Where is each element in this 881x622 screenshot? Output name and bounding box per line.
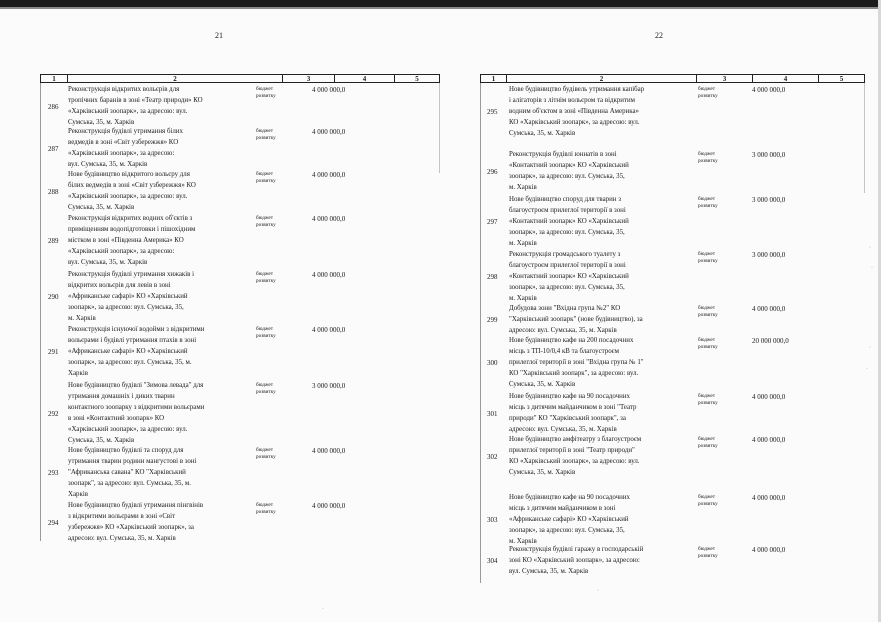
description-line: зоопарк», за адресою: вул. Сумська, 35, [509, 283, 625, 291]
row-description [509, 195, 629, 250]
funding-source-line: розвитку [698, 344, 718, 350]
description-line: адресою: вул. Сумська, 35, м. Харків [509, 425, 617, 433]
row-description [68, 325, 204, 380]
col-header-1: 1 [481, 75, 507, 82]
description-line: КО «Харківський зоопарк», за адресою: вул. [509, 457, 640, 465]
description-line: Нове будівництво амфітеатру з благоустроєм [509, 436, 642, 443]
row-description [509, 150, 629, 194]
description-line: в зоні «Контактний зоопарк» КО [68, 414, 165, 422]
funding-source [698, 151, 718, 165]
funding-source [698, 196, 718, 210]
description-line: вул. Сумська, 35, м. Харків [68, 160, 148, 168]
description-line: Харків [68, 369, 88, 377]
description-line: Нове будівництво будівлі та споруд для [68, 447, 184, 454]
description-line: Харків [68, 490, 88, 498]
description-line: вул. Сумська, 35, м. Харків [68, 258, 148, 266]
col-header-4: 4 [335, 75, 395, 82]
funding-source-line: розвитку [256, 278, 276, 284]
amount: 4 000 000,0 [312, 171, 346, 179]
description-line: Сумська, 35, м. Харків [509, 380, 576, 388]
funding-source-line: розвитку [698, 203, 718, 209]
row-description [509, 336, 644, 391]
row-number: 301 [487, 409, 498, 418]
funding-source-line: розвитку [256, 454, 276, 460]
description-line: і алігаторів з літнім вольєром та відкритим [509, 96, 636, 104]
row-number: 295 [487, 108, 498, 117]
description-line: тропічних баранів в зоні «Театр природи» КО [68, 96, 203, 104]
description-line: з відкритими вольєрами в зоні «Світ [68, 512, 176, 520]
funding-source [256, 502, 276, 516]
amount: 4 000 000,0 [312, 128, 346, 136]
funding-source-line: бюджет [698, 494, 715, 500]
amount: 3 000 000,0 [752, 251, 786, 259]
column-rule [864, 83, 865, 193]
row-description [68, 127, 183, 171]
funding-source-line: бюджет [698, 151, 715, 157]
funding-source-line: розвитку [256, 509, 276, 515]
description-line: Реконструкція відкритих водних об'єктів з [68, 215, 193, 222]
description-line: природи" КО "Харківський зоопарк", за [509, 414, 626, 422]
col-header-3: 3 [697, 75, 753, 82]
row-number: 293 [48, 469, 59, 478]
description-line: КО «Харківський зоопарк», за адресою: вул. [509, 118, 640, 126]
funding-source-line: бюджет [256, 326, 273, 332]
description-line: «Африканське сафарі» КО «Харківський [509, 515, 629, 523]
amount: 4 000 000,0 [752, 436, 786, 444]
description-line: «Контактний зоопарк» КО «Харківський [509, 217, 629, 225]
row-description [68, 214, 195, 269]
funding-source-line: розвитку [698, 312, 718, 318]
funding-source [256, 271, 276, 285]
description-line: Добудова зони "Вхідна група №2" КО [509, 305, 621, 312]
description-line: Сумська, 35, м. Харків [509, 129, 576, 137]
description-line: вул. Сумська, 35, м. Харків [509, 567, 589, 575]
scan-speck: · [597, 588, 599, 594]
description-line: Сумська, 35, м. Харків [509, 468, 576, 476]
description-line: м. Харків [509, 537, 537, 545]
funding-source-line: розвитку [698, 501, 718, 507]
description-line: прилеглої території в зоні "Театр природи" [509, 446, 635, 454]
col-header-5: 5 [839, 75, 844, 83]
description-line: «Африканське сафарі» КО «Харківський [68, 292, 188, 300]
funding-source-line: бюджет [698, 337, 715, 343]
funding-source-line: розвитку [698, 93, 718, 99]
funding-source [256, 215, 276, 229]
description-line: Нове будівництво будівлі утримання пінгвінів [68, 502, 204, 509]
funding-source [698, 494, 718, 508]
description-line: Сумська, 35, м. Харків [68, 436, 135, 444]
column-rule [40, 83, 41, 541]
funding-source [256, 171, 276, 185]
description-line: утримання домашніх і диких тварин [68, 392, 175, 400]
description-line: прилеглої території в зоні "Вхідна група № 1" [509, 358, 644, 366]
funding-source-line: бюджет [256, 502, 273, 508]
funding-source-line: бюджет [256, 171, 273, 177]
funding-source-line: розвитку [256, 389, 276, 395]
row-description [68, 446, 196, 501]
description-line: м. Харків [509, 183, 537, 191]
scan-speck: · [869, 245, 871, 251]
description-line: приміщенням водопідготовки і пішохідним [68, 225, 196, 233]
funding-source [698, 305, 718, 319]
description-line: Сумська, 35, м. Харків [68, 203, 135, 211]
page-number-right: 22 [655, 31, 663, 40]
description-line: узбережжя» КО «Харківський зоопарк», за [68, 523, 194, 531]
funding-source [698, 546, 718, 560]
row-description [68, 381, 204, 446]
funding-source-line: бюджет [256, 86, 273, 92]
amount: 4 000 000,0 [312, 86, 346, 94]
amount: 4 000 000,0 [312, 215, 346, 223]
funding-source-line: розвитку [698, 443, 718, 449]
row-description [509, 250, 629, 305]
row-description [68, 501, 203, 545]
row-description [509, 435, 641, 479]
row-number: 303 [487, 516, 498, 525]
row-number: 299 [487, 316, 498, 325]
description-line: місць з дитячим майданчиком в зоні "Театр [509, 403, 637, 411]
column-rule [439, 83, 440, 173]
description-line: Реконструкція громадського туалету з [509, 251, 621, 258]
scan-speck: · [869, 345, 871, 351]
row-number: 298 [487, 273, 498, 282]
amount: 4 000 000,0 [312, 502, 346, 510]
funding-source [698, 251, 718, 265]
row-description [509, 545, 643, 578]
description-line: "Африканська савана" КО "Харківський [68, 468, 186, 476]
row-description [509, 85, 644, 140]
funding-source-line: бюджет [698, 393, 715, 399]
funding-source-line: бюджет [698, 251, 715, 257]
row-description [68, 85, 203, 129]
amount: 4 000 000,0 [312, 447, 346, 455]
scan-top-shadow [0, 7, 881, 9]
description-line: «Харківський зоопарк», за адресою: [68, 247, 175, 255]
funding-source [256, 128, 276, 142]
amount: 20 000 000,0 [752, 337, 789, 345]
description-line: адресою: вул. Сумська, 35, м. Харків [68, 534, 176, 542]
funding-source-line: розвитку [698, 258, 718, 264]
amount: 4 000 000,0 [752, 494, 786, 502]
scan-top-border [0, 0, 881, 7]
description-line: м. Харків [509, 294, 537, 302]
description-line: «Харківський зоопарк», за адресою: вул. [68, 192, 188, 200]
row-description [509, 493, 630, 548]
description-line: адресою: вул. Сумська, 35, м. Харків [509, 326, 617, 334]
row-description [509, 304, 643, 337]
funding-source-line: бюджет [698, 436, 715, 442]
amount: 4 000 000,0 [752, 546, 786, 554]
amount: 4 000 000,0 [312, 271, 346, 279]
funding-source-line: розвитку [698, 553, 718, 559]
row-description [68, 270, 194, 325]
description-line: зоні КО «Харківський зоопарк», за адресою: [509, 556, 640, 564]
description-line: Реконструкція відкритих вольєрів для [68, 86, 180, 93]
funding-source-line: розвитку [256, 333, 276, 339]
funding-source-line: бюджет [698, 86, 715, 92]
description-line: КО "Харківський зоопарк", за адресою: вул. [509, 369, 639, 377]
row-number: 300 [487, 359, 498, 368]
funding-source-line: бюджет [698, 305, 715, 311]
row-number: 290 [48, 293, 59, 302]
funding-source [256, 86, 276, 100]
description-line: м. Харків [68, 314, 96, 322]
description-line: білих ведмедів в зоні «Світ узбережжя» КО [68, 181, 196, 189]
amount: 4 000 000,0 [312, 326, 346, 334]
funding-source [698, 337, 718, 351]
description-line: Реконструкція будівлі утримання білих [68, 128, 183, 135]
funding-source-line: бюджет [698, 546, 715, 552]
row-description [509, 392, 636, 436]
scan-speck: · [866, 366, 868, 372]
col-header-1: 1 [41, 75, 68, 82]
row-number: 288 [48, 187, 59, 196]
col-header-4: 4 [753, 75, 819, 82]
description-line: місць з дитячим майданчиком в зоні [509, 504, 616, 512]
description-line: Сумська, 35, м. Харків [68, 118, 135, 126]
description-line: благоустроєм прилеглої території в зоні [509, 206, 626, 214]
description-line: Нове будівництво відкритого вольєру для [68, 171, 190, 178]
col-header-5: 5 [415, 75, 419, 83]
funding-source [256, 382, 276, 396]
description-line: відкритих вольєрів для левів в зоні [68, 281, 171, 289]
description-line: Реконструкція будівлі утримання хижаків і [68, 271, 195, 278]
table-header-right [480, 74, 865, 83]
amount: 4 000 000,0 [752, 86, 786, 94]
funding-source-line: бюджет [256, 128, 273, 134]
row-number: 291 [48, 348, 59, 357]
description-line: містком в зоні «Південна Америка» КО [68, 236, 184, 244]
col-header-3: 3 [283, 75, 335, 82]
description-line: Нове будівництво будівлі "Зимова левада" для [68, 382, 204, 389]
description-line: зоопарк", за адресою: вул. Сумська, 35, м. [68, 479, 191, 487]
amount: 3 000 000,0 [752, 151, 786, 159]
description-line: зоопарк», за адресою: вул. Сумська, 35, [509, 526, 625, 534]
column-rule [480, 83, 481, 583]
description-line: Нове будівництво кафе на 90 посадочних [509, 494, 630, 501]
col-header-2: 2 [507, 75, 697, 82]
description-line: місць з ТП-10/0,4 кВ та благоустроєм [509, 347, 619, 355]
description-line: контактного зоопарку з відкритими вольєрами [68, 403, 205, 411]
amount: 3 000 000,0 [752, 196, 786, 204]
row-number: 286 [48, 102, 59, 111]
funding-source-line: розвитку [256, 222, 276, 228]
description-line: Нове будівництво кафе на 90 посадочних [509, 393, 630, 400]
row-description [68, 170, 196, 214]
funding-source-line: розвитку [256, 135, 276, 141]
scan-speck: · [871, 265, 873, 271]
description-line: ведмедів в зоні «Світ узбережжя» КО [68, 138, 179, 146]
description-line: Реконструкція будівлі юннатів в зоні [509, 151, 617, 158]
description-line: «Харківський зоопарк», за адресою: вул. [68, 425, 188, 433]
row-number: 296 [487, 167, 498, 176]
funding-source-line: розвитку [256, 178, 276, 184]
row-number: 294 [48, 518, 59, 527]
description-line: утримання тварин родини мангустові в зоні [68, 457, 197, 465]
description-line: м. Харків [509, 239, 537, 247]
description-line: вольєрами і будівлі утримання птахів в зоні [68, 336, 197, 344]
funding-source-line: бюджет [256, 382, 273, 388]
funding-source-line: бюджет [256, 215, 273, 221]
funding-source-line: бюджет [256, 271, 273, 277]
page-number-left: 21 [215, 31, 223, 40]
description-line: водним об'єктом в зоні «Південна Америка» [509, 107, 639, 115]
description-line: Реконструкція існуючої водойми з відкритими [68, 326, 205, 333]
funding-source [698, 393, 718, 407]
col-header-2: 2 [68, 75, 283, 82]
description-line: зоопарк», за адресою: вул. Сумська, 35, [509, 172, 625, 180]
funding-source [256, 447, 276, 461]
funding-source-line: бюджет [698, 196, 715, 202]
amount: 4 000 000,0 [752, 305, 786, 313]
funding-source-line: бюджет [256, 447, 273, 453]
row-number: 304 [487, 557, 498, 566]
funding-source [698, 436, 718, 450]
funding-source [256, 326, 276, 340]
description-line: Нове будівництво кафе на 200 посадочних [509, 337, 634, 344]
description-line: «Харківський зоопарк», за адресою: [68, 149, 175, 157]
description-line: "Харківський зоопарк" (нове будівництво), за [509, 315, 643, 323]
description-line: зоопарк», за адресою: вул. Сумська, 35, [509, 228, 625, 236]
description-line: «Контактний зоопарк» КО «Харківський [509, 161, 629, 169]
description-line: зоопарк», за адресою: вул. Сумська, 35, м. [68, 358, 192, 366]
description-line: «Контактний зоопарк» КО «Харківський [509, 272, 629, 280]
description-line: благоустроєм прилеглої території в зоні [509, 261, 626, 269]
description-line: «Африканське сафарі» КО «Харківський [68, 347, 188, 355]
description-line: Нове будівництво будівель утримання капібар [509, 86, 645, 93]
scan-speck: · [322, 606, 324, 612]
funding-source [698, 86, 718, 100]
funding-source-line: розвитку [256, 93, 276, 99]
description-line: зоопарк», за адресою: вул. Сумська, 35, [68, 303, 184, 311]
funding-source-line: розвитку [698, 400, 718, 406]
funding-source-line: розвитку [698, 158, 718, 164]
amount: 4 000 000,0 [752, 393, 786, 401]
row-number: 292 [48, 409, 59, 418]
amount: 3 000 000,0 [312, 382, 346, 390]
row-number: 302 [487, 452, 498, 461]
description-line: Нове будівництво споруд для тварин з [509, 196, 621, 203]
row-number: 287 [48, 144, 59, 153]
row-number: 289 [48, 237, 59, 246]
description-line: Реконструкція будівлі гаражу в господарській [509, 546, 644, 553]
table-header-left [40, 74, 440, 83]
row-number: 297 [487, 218, 498, 227]
description-line: «Харківський зоопарк», за адресою: вул. [68, 107, 188, 115]
